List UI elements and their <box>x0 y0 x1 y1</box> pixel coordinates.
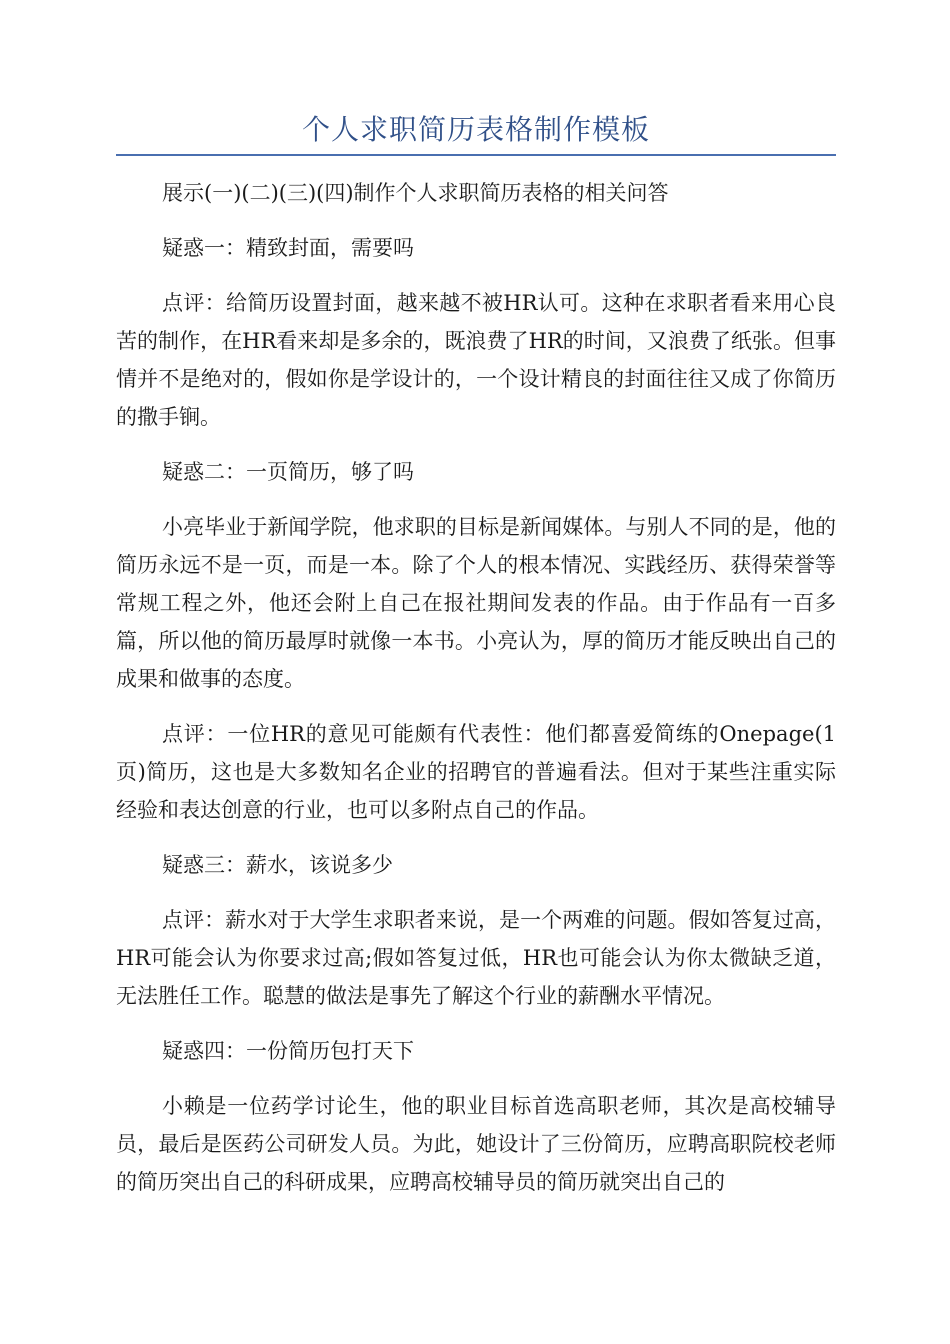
paragraph-comment-3: 点评：薪水对于大学生求职者来说，是一个两难的问题。假如答复过高，HR可能会认为你要求过高;假如答复过低，HR也可能会认为你太微缺乏道，无法胜任工作。聪慧的做法是事先了解这个行业的薪酬水平情况。 <box>116 908 836 1008</box>
paragraph-comment-2: 点评：一位HR的意见可能颇有代表性：他们都喜爱简练的Onepage(1页)简历，这也是大多数知名企业的招聘官的普遍看法。但对于某些注重实际经验和表达创意的行业，也可以多附点自己的作品。 <box>116 722 836 822</box>
paragraph-question-2: 疑惑二：一页简历，够了吗 <box>162 460 414 484</box>
paragraph-case-4: 小赖是一位药学讨论生，他的职业目标首选高职老师，其次是高校辅导员，最后是医药公司研发人员。为此，她设计了三份简历，应聘高职院校老师的简历突出自己的科研成果，应聘高校辅导员的简历就突出自己的 <box>116 1094 836 1194</box>
paragraph-question-4: 疑惑四：一份简历包打天下 <box>162 1039 414 1063</box>
document-title: 个人求职简历表格制作模板 <box>301 113 650 146</box>
paragraph-comment-1: 点评：给简历设置封面，越来越不被HR认可。这种在求职者看来用心良苦的制作，在HR看来却是多余的，既浪费了HR的时间，又浪费了纸张。但事情并不是绝对的，假如你是学设计的，一个设计精良的封面往往又成了你简历的撒手锏。 <box>116 291 836 429</box>
paragraph-case-2: 小亮毕业于新闻学院，他求职的目标是新闻媒体。与别人不同的是，他的简历永远不是一页，而是一本。除了个人的根本情况、实践经历、获得荣誉等常规工程之外，他还会附上自己在报社期间发表的作品。由于作品有一百多篇，所以他的简历最厚时就像一本书。小亮认为，厚的简历才能反映出自己的成果和做事的态度。 <box>116 515 836 691</box>
paragraph-question-3: 疑惑三：薪水，该说多少 <box>162 853 393 877</box>
document-body <box>116 174 836 1218</box>
title-underline <box>116 154 836 156</box>
paragraph-question-1: 疑惑一：精致封面，需要吗 <box>162 236 414 260</box>
paragraph-intro: 展示(一)(二)(三)(四)制作个人求职简历表格的相关问答 <box>162 181 669 205</box>
